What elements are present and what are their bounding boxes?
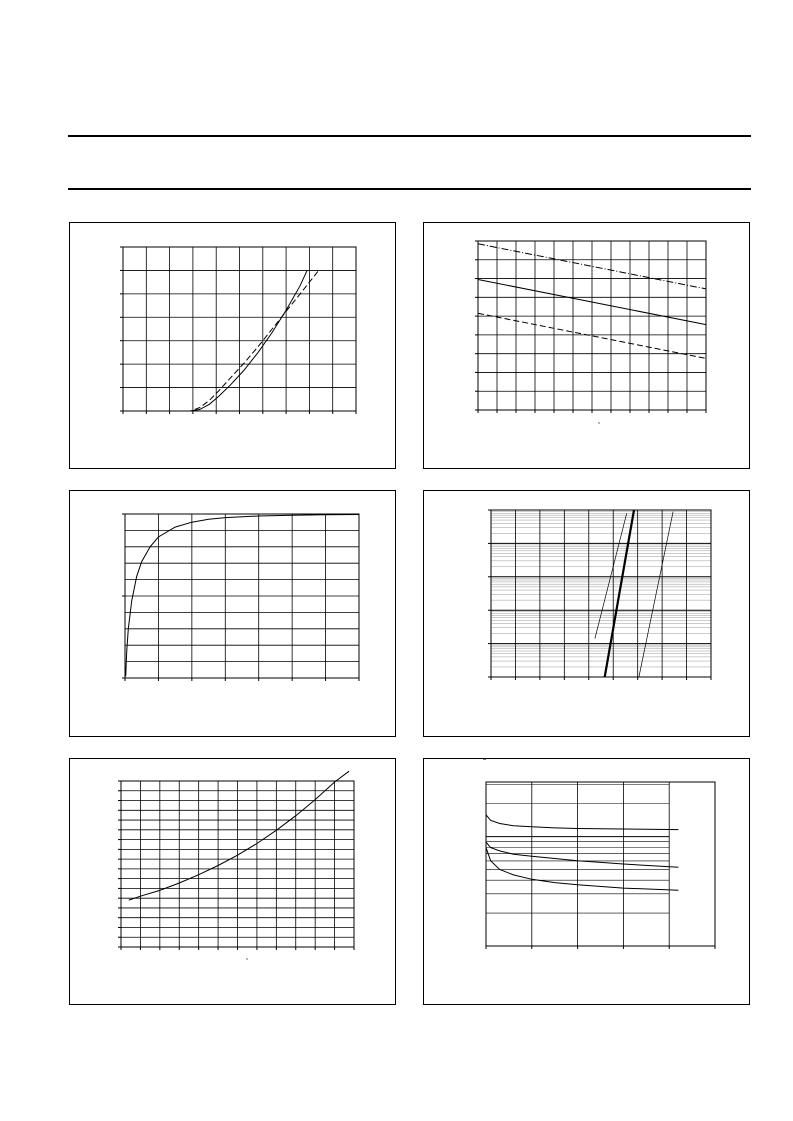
- figure-panel-1: [69, 222, 396, 469]
- chart-1-svg: [70, 223, 397, 470]
- figure-panel-3: [69, 490, 396, 737]
- chart-4-series-2: [605, 510, 634, 677]
- figure-panel-4: [423, 490, 750, 737]
- chart-3-svg: [70, 491, 397, 738]
- chart-5-svg: [70, 759, 397, 1006]
- chart-2-xlabel: °: [598, 422, 600, 428]
- chart-3-series-1: [126, 515, 359, 677]
- chart-6-series-1: [486, 815, 678, 830]
- chart-4-plot-frame: [491, 510, 711, 677]
- figure-panel-6: [423, 758, 750, 1005]
- chart-6-plot-frame: [486, 782, 715, 946]
- header-rule-bottom: [68, 188, 751, 190]
- figure-panel-5: [69, 758, 396, 1005]
- figure-panel-2: [423, 222, 750, 469]
- chart-5-xlabel: °: [246, 958, 248, 964]
- chart-6-series-2: [486, 842, 678, 867]
- chart-2-svg: [424, 223, 751, 470]
- header-rule-top: [68, 135, 751, 137]
- chart-4-svg: [424, 491, 751, 738]
- chart-6-svg: [424, 759, 751, 1006]
